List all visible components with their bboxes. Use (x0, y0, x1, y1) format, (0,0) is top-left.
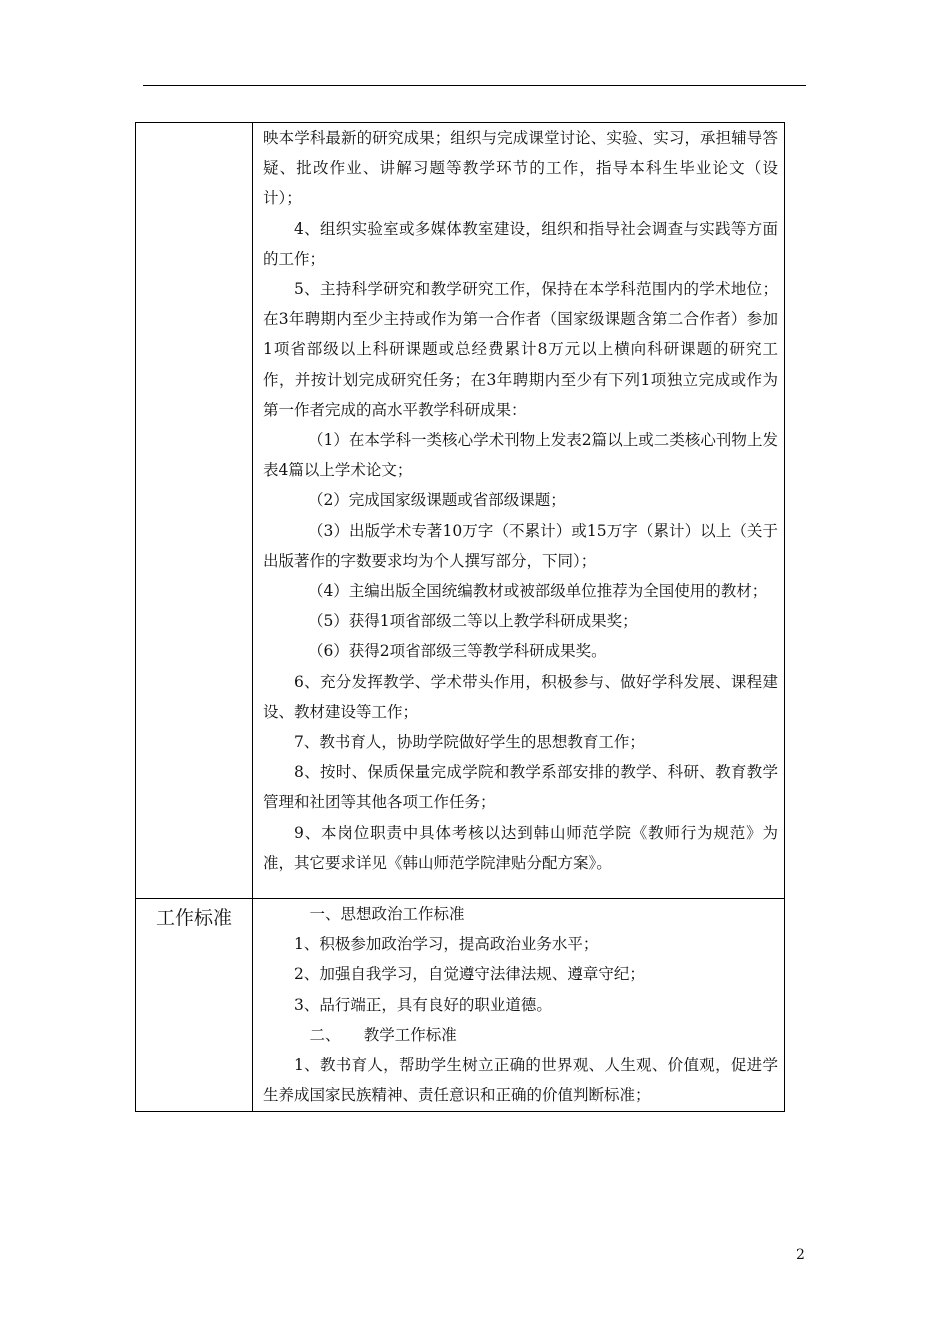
duties-content (253, 123, 785, 899)
standards-paragraph: 3、品行端正，具有良好的职业道德。 (294, 995, 552, 1014)
duty-paragraph: 9、本岗位职责中具体考核以达到韩山师范学院《教师行为规范》为准，其它要求详见《韩山师范学院津贴分配方案》。 (263, 823, 778, 872)
duty-subitem: （2）完成国家级课题或省部级课题； (307, 491, 566, 510)
standards-paragraph: 2、加强自我学习，自觉遵守法律法规、遵章守纪； (294, 965, 645, 984)
standards-row (136, 899, 785, 1111)
duty-subitem: （1）在本学科一类核心学术刊物上发表2篇以上或二类核心刊物上发表4篇以上学术论文； (263, 431, 778, 480)
duty-paragraph: 映本学科最新的研究成果；组织与完成课堂讨论、实验、实习，承担辅导答疑、批改作业、讲解习题等教学环节的工作，指导本科生毕业论文（设计）； (263, 129, 778, 208)
duties-row (136, 123, 785, 899)
page-number: 2 (796, 1247, 805, 1263)
header-rule (143, 85, 806, 86)
duty-subitem: （5）获得1项省部级二等以上教学科研成果奖； (307, 612, 638, 631)
standards-paragraph: 1、积极参加政治学习，提高政治业务水平； (294, 935, 599, 954)
row-label-empty (136, 123, 253, 899)
standards-content (253, 899, 785, 1111)
row-label-work-standards: 工作标准 (136, 899, 253, 1111)
standards-paragraph: 1、教书育人，帮助学生树立正确的世界观、人生观、价值观，促进学生养成国家民族精神、责任意识和正确的价值判断标准； (263, 1056, 778, 1105)
duty-paragraph: 5、主持科学研究和教学研究工作，保持在本学科范围内的学术地位；在3年聘期内至少主持或作为第一合作者（国家级课题含第二合作者）参加1项省部级以上科研课题或总经费累计8万元以上横向科研课题的研究工作，并按计划完成研究任务；在3年聘期内至少有下列1项独立完成或作为第一作者完成的高水平教学科研成果： (263, 280, 778, 419)
duty-paragraph: 8、按时、保质保量完成学院和教学系部安排的教学、科研、教育教学管理和社团等其他各项工作任务； (263, 763, 778, 812)
duty-paragraph: 4、组织实验室或多媒体教室建设，组织和指导社会调查与实践等方面的工作； (263, 219, 778, 268)
duty-subitem: （4）主编出版全国统编教材或被部级单位推荐为全国使用的教材； (307, 582, 768, 601)
duty-subitem: （3）出版学术专著10万字（不累计）或15万字（累计）以上（关于出版著作的字数要求均为个人撰写部分，下同）； (263, 521, 778, 570)
duty-paragraph: 7、教书育人，协助学院做好学生的思想教育工作； (294, 733, 645, 752)
duty-subitem: （6）获得2项省部级三等教学科研成果奖。 (307, 642, 607, 661)
duties-table (135, 122, 785, 1112)
standards-section-heading: 二、 教学工作标准 (309, 1025, 457, 1044)
duty-paragraph: 6、充分发挥教学、学术带头作用，积极参与、做好学科发展、课程建设、教材建设等工作； (263, 672, 778, 721)
standards-section-heading: 一、思想政治工作标准 (309, 905, 465, 924)
